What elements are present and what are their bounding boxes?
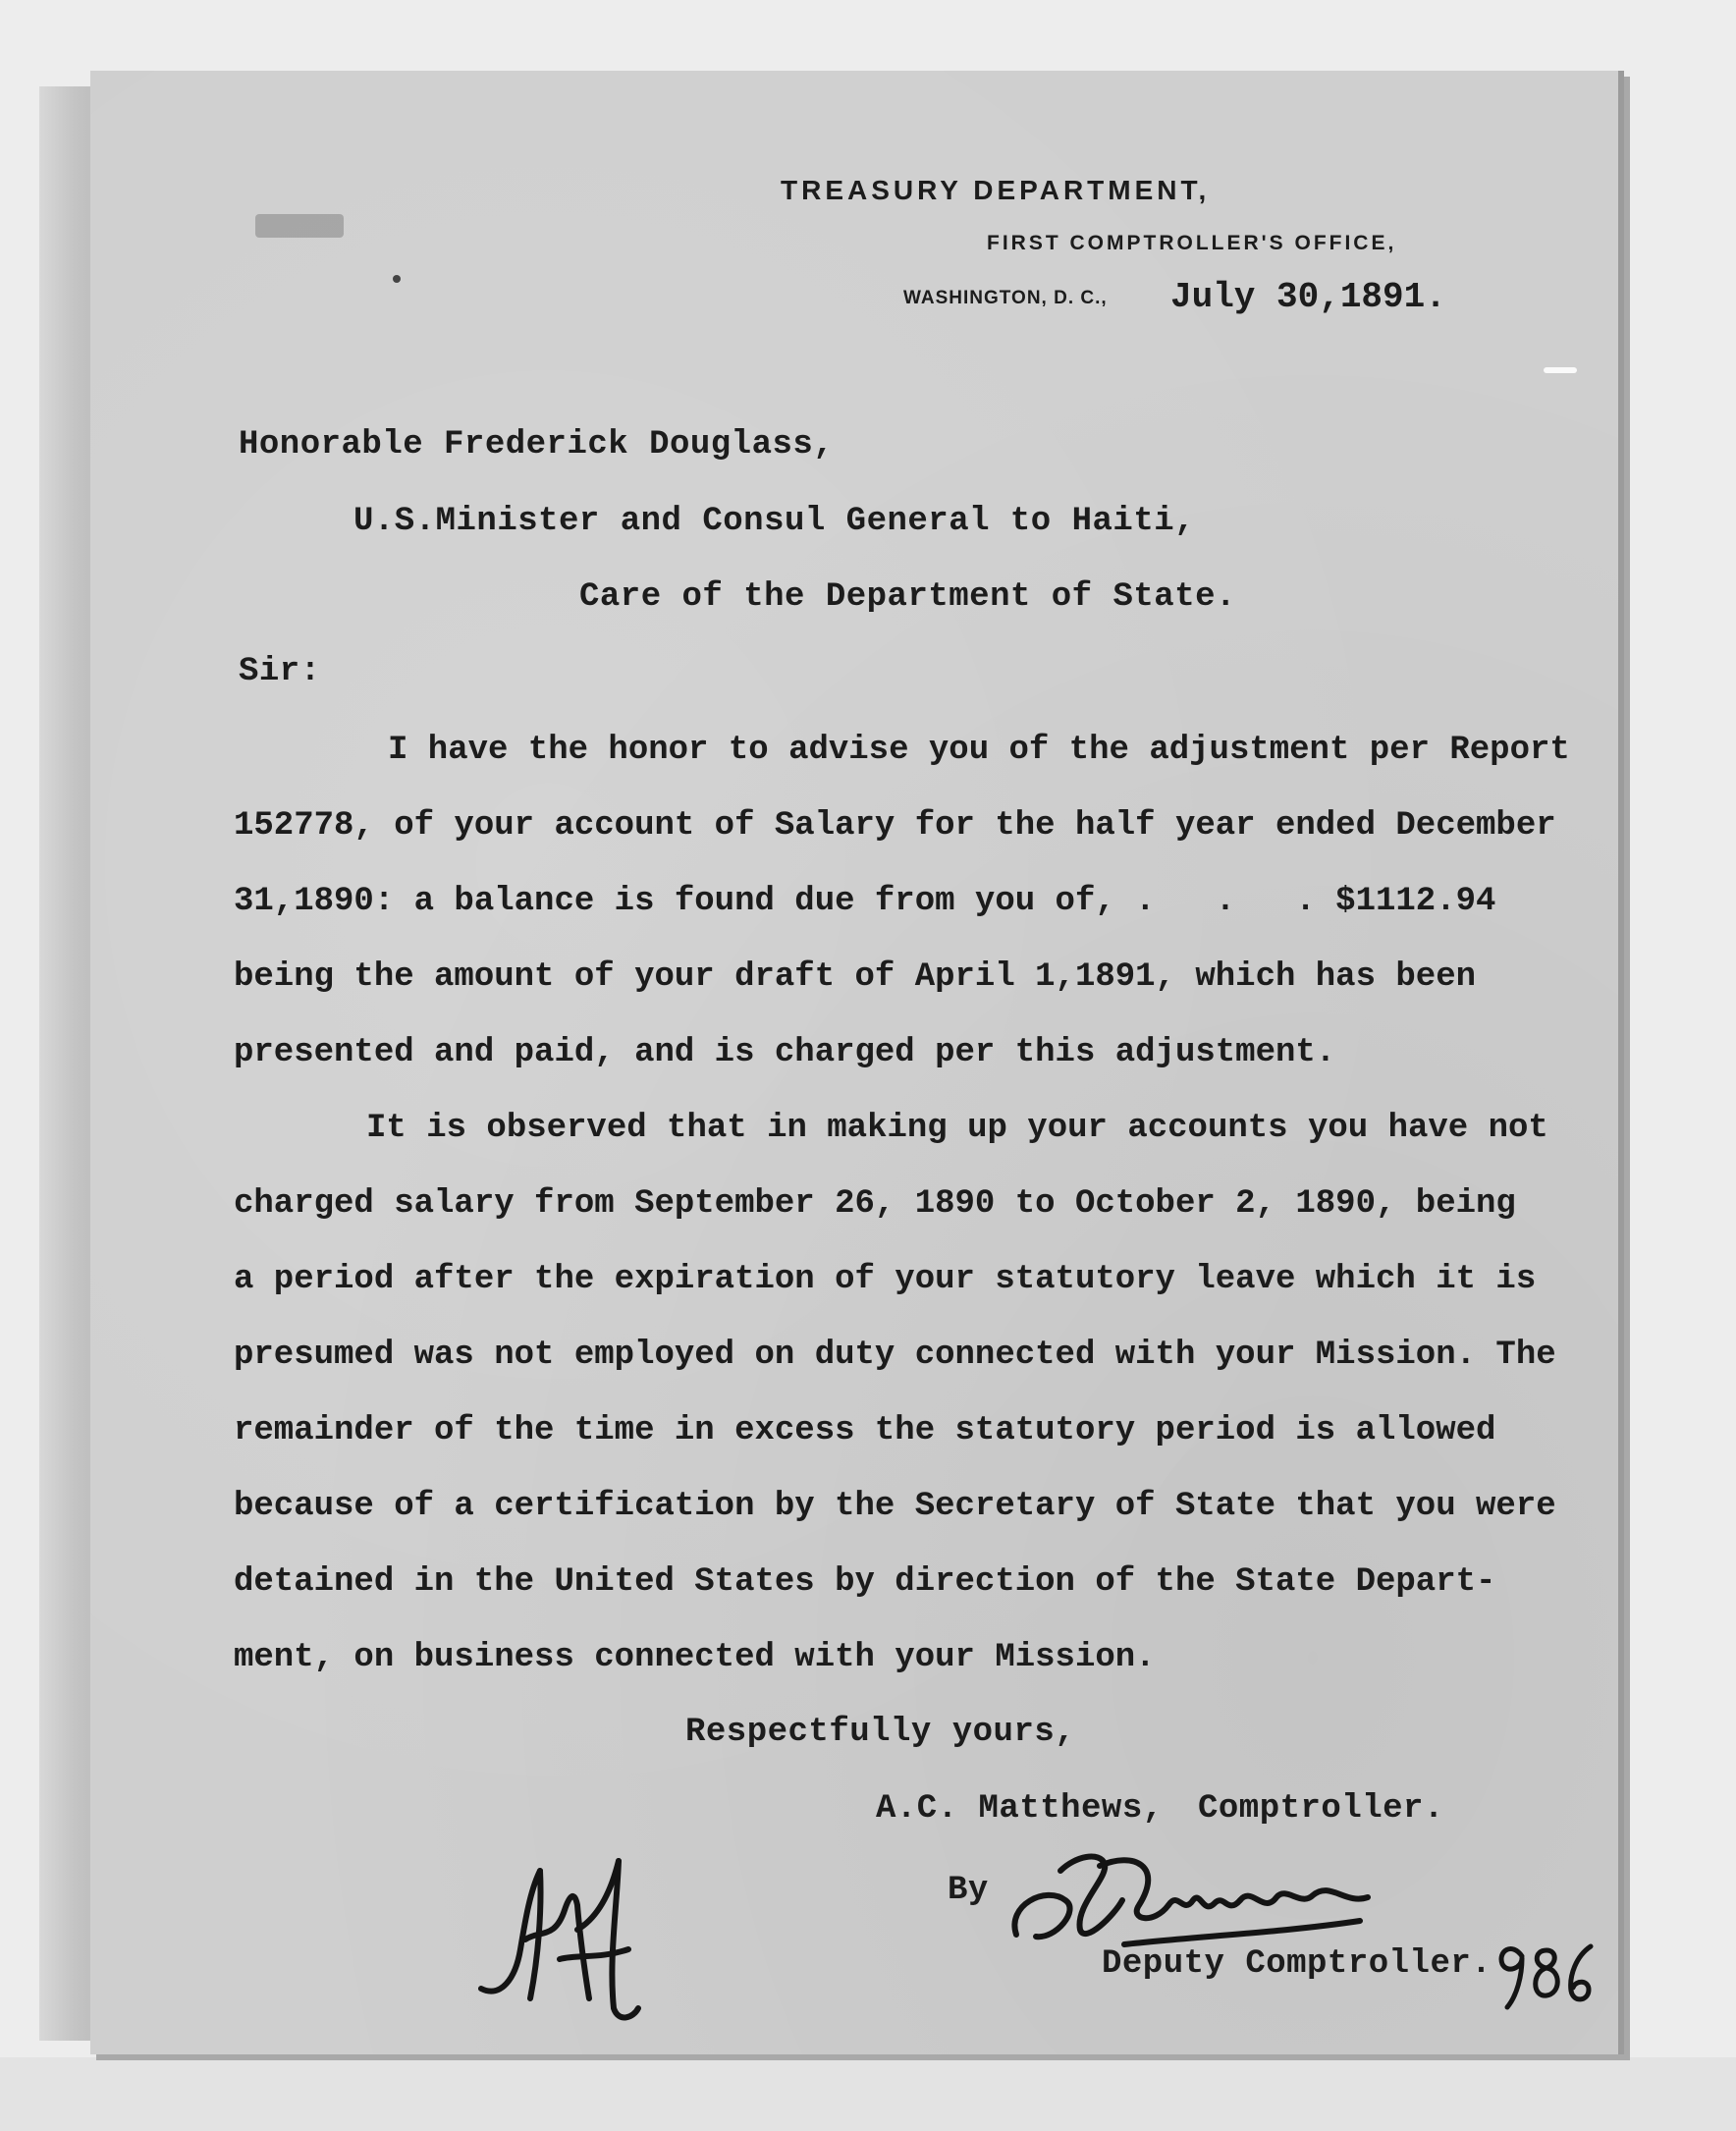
body-line: detained in the United States by direction of the State Depart- xyxy=(234,1563,1496,1601)
initials-mark xyxy=(471,1851,648,2028)
ink-mark xyxy=(255,214,344,238)
page-number-mark xyxy=(1492,1937,1600,2015)
body-line: because of a certification by the Secretary of State that you were xyxy=(234,1488,1556,1525)
paper-fleck xyxy=(1544,367,1577,373)
letterhead-department: TREASURY DEPARTMENT, xyxy=(781,175,1211,205)
body-line: ment, on business connected with your Mission. xyxy=(234,1639,1156,1676)
body-line: a period after the expiration of your statutory leave which it is xyxy=(234,1261,1537,1298)
salutation: Sir: xyxy=(239,653,321,690)
body-line: presumed was not employed on duty connected with your Mission. The xyxy=(234,1337,1556,1374)
letterhead-location: WASHINGTON, D. C., xyxy=(903,288,1108,308)
body-line: It is observed that in making up your accounts you have not xyxy=(366,1110,1548,1147)
letterhead-office: FIRST COMPTROLLER'S OFFICE, xyxy=(987,232,1397,254)
body-line: being the amount of your draft of April 1,1891, which has been xyxy=(234,958,1477,996)
body-line: 31,1890: a balance is found due from you of, . . . $1112.94 xyxy=(234,883,1496,920)
by-label: By xyxy=(948,1872,989,1909)
signer-title: Comptroller. xyxy=(1198,1790,1444,1828)
scan-background xyxy=(0,2057,1736,2131)
deputy-signature xyxy=(1006,1846,1380,1954)
body-line: 152778, of your account of Salary for the half year ended December xyxy=(234,807,1556,845)
body-line: charged salary from September 26, 1890 to October 2, 1890, being xyxy=(234,1185,1516,1223)
valediction: Respectfully yours, xyxy=(685,1714,1076,1751)
recipient-care-of: Care of the Department of State. xyxy=(579,578,1236,616)
film-edge xyxy=(39,86,98,2041)
letter-date: July 30,1891. xyxy=(1170,277,1446,317)
body-line: I have the honor to advise you of the adjustment per Report xyxy=(388,732,1570,769)
recipient-title: U.S.Minister and Consul General to Haiti, xyxy=(353,503,1196,540)
body-line: remainder of the time in excess the statutory period is allowed xyxy=(234,1412,1496,1449)
recipient-name: Honorable Frederick Douglass, xyxy=(239,426,835,464)
ink-dot xyxy=(393,275,401,283)
signer-name: A.C. Matthews, xyxy=(876,1790,1164,1828)
body-line: presented and paid, and is charged per this adjustment. xyxy=(234,1034,1336,1071)
deputy-title: Deputy Comptroller. xyxy=(1102,1945,1492,1983)
